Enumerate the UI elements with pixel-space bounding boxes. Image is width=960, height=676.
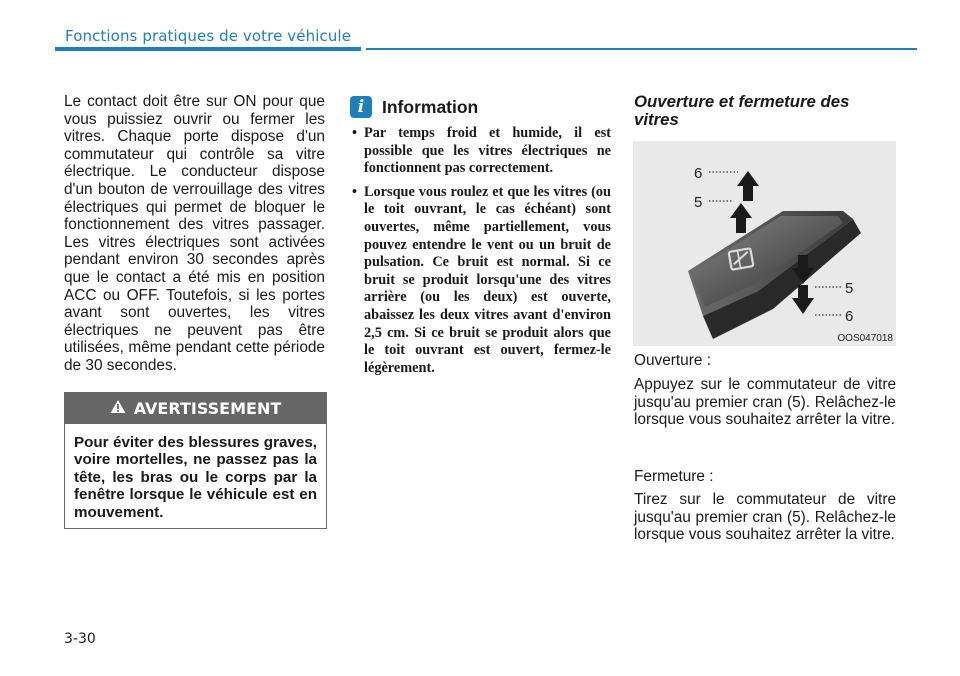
opening-label: Ouverture : <box>634 352 711 369</box>
arrow-up-icon <box>730 171 759 233</box>
header-accent-bar <box>55 47 361 51</box>
intro-paragraph: Le contact doit être sur ON pour que vous puissiez ouvrir ou fermer les vitres. Chaque porte dispose d'un commutateur qui contrôle sa vitre électrique. Le conducteur dispose d'un bouton de verrouillage des vitres électriques qui permet de bloquer le fonctionnement des vitres passager. Les vitres électriques sont activées pendant environ 30 secondes après que le contact a été mis en position ACC ou OFF. Toutefois, si les portes avant sont ouvertes, les vitres électriques ne peuvent pas être utilisées, même pendant cette période de 30 secondes. <box>64 93 325 374</box>
information-title: Information <box>382 96 479 117</box>
section-title: Ouverture et fermeture des vitres <box>634 92 850 129</box>
page-number: 3-30 <box>64 631 96 647</box>
info-icon: i <box>350 96 372 118</box>
window-switch-figure <box>633 141 896 346</box>
figure-caption: OOS047018 <box>837 333 893 344</box>
warning-text: Pour éviter des blessures graves, voire mortelles, ne passez pas la tête, les bras ou le corps par la fenêtre lorsque le véhicule est en mouvement. <box>74 434 317 521</box>
closing-label: Fermeture : <box>634 468 714 485</box>
information-header <box>350 96 478 118</box>
section-header-title: Fonctions pratiques de votre véhicule <box>65 27 352 45</box>
list-item <box>352 125 611 178</box>
list-item-text: Lorsque vous roulez et que les vitres (ou le toit ouvrant, le cas échéant) sont ouvertes, même partiellement, vous pouvez entendre le vent ou un bruit de pulsation. Ce bruit est normal. Si ce bruit se produit lorsqu'une des vitres arrière (ou les deux) est ouverte, abaissez les deux vitres avant d'environ 2,5 cm. Si ce bruit se produit alors que le toit ouvrant est ouvert, fermez-le légèrement. <box>364 183 611 376</box>
bullet: • <box>352 183 358 200</box>
figure-label-5-bottom: 5 <box>845 280 854 297</box>
window-switch-illustration <box>633 141 896 346</box>
opening-text: Appuyez sur le commutateur de vitre jusqu'au premier cran (5). Relâchez-le lorsque vous souhaitez arrêter la vitre. <box>634 376 896 429</box>
list-item-text: Par temps froid et humide, il est possible que les vitres électriques ne fonctionnent pas correctement. <box>364 125 611 177</box>
bullet: • <box>352 125 358 141</box>
warning-title: AVERTISSEMENT <box>133 398 282 418</box>
figure-label-5-top: 5 <box>694 194 703 211</box>
warning-header <box>65 392 326 424</box>
figure-label-6-bottom: 6 <box>845 308 854 325</box>
figure-label-6-top: 6 <box>694 165 703 182</box>
list-item <box>352 184 611 378</box>
warning-triangle-icon <box>110 399 126 418</box>
closing-text: Tirez sur le commutateur de vitre jusqu'au premier cran (5). Relâchez-le lorsque vous souhaitez arrêter la vitre. <box>634 491 896 544</box>
header-rule <box>366 48 917 50</box>
information-list <box>352 125 611 383</box>
warning-box <box>64 392 327 529</box>
